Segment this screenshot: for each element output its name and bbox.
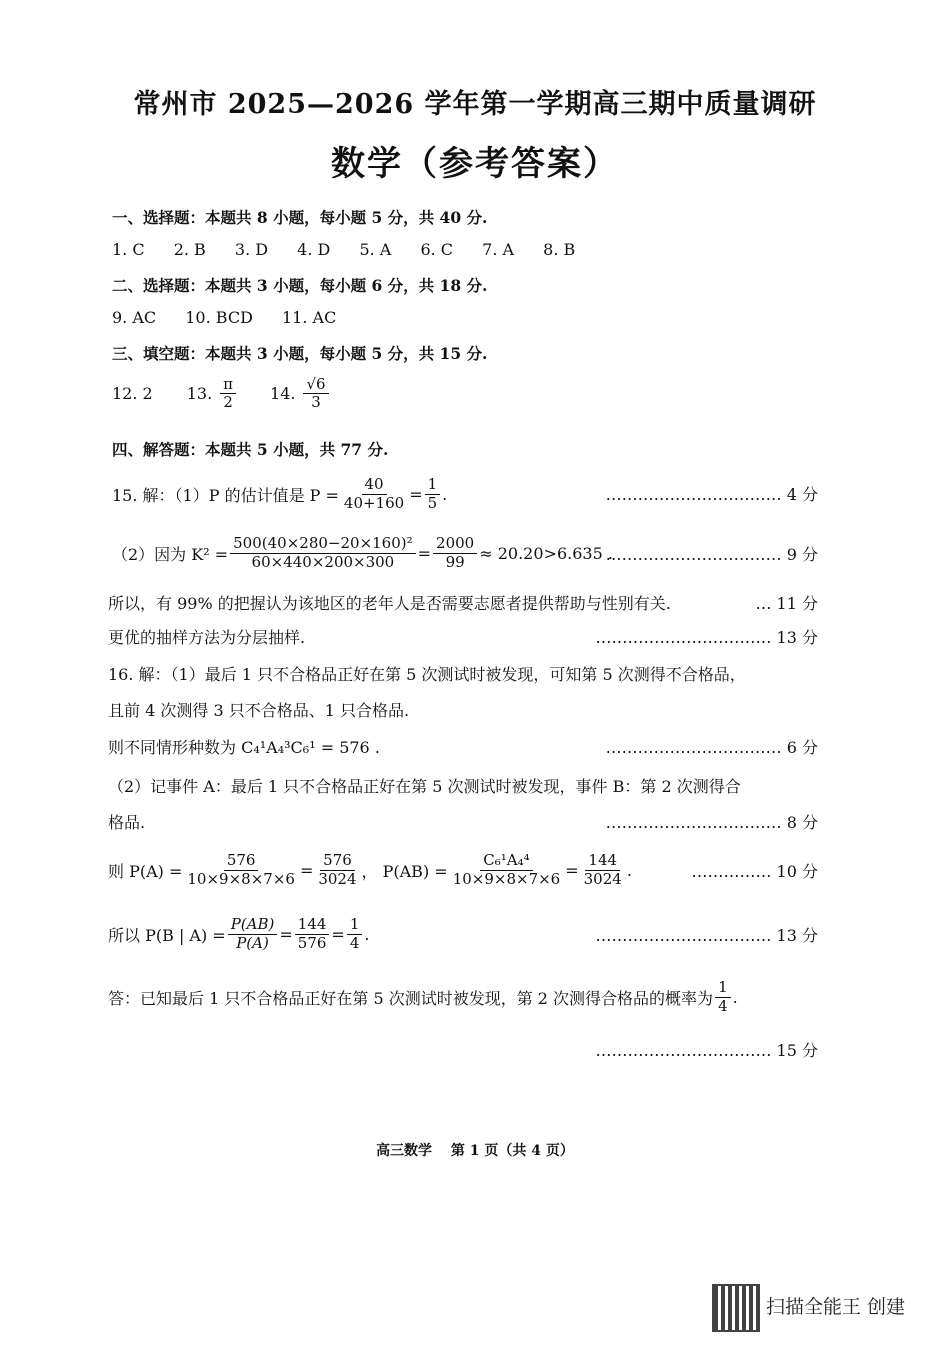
answer-12: 12. 2 xyxy=(112,384,153,404)
q16-answer-text: 答：已知最后 1 只不合格品正好在第 5 次测试时被发现，第 2 次测得合格品的概率为 xyxy=(108,988,714,1008)
answer-1: 1. C xyxy=(112,240,145,259)
fraction-numerator: P(AB) xyxy=(228,916,278,934)
answer-14-label: 14. xyxy=(270,384,296,404)
fraction-numerator: 576 xyxy=(224,852,259,870)
q15-p1-end: . xyxy=(442,484,448,504)
q16-line4: （2）记事件 A：最后 1 只不合格品正好在第 5 次测试时被发现，事件 B：第 2 次测得合 xyxy=(108,777,741,796)
q16-cond-frac3 xyxy=(347,916,363,952)
fraction-denominator: 10×9×8×7×6 xyxy=(187,869,295,888)
answer-2: 2. B xyxy=(173,240,206,259)
q15-sampling-score: …………………………… 13 分 xyxy=(595,628,818,647)
scanner-watermark: 扫描全能王 创建 xyxy=(766,1296,906,1318)
q16-answer-frac xyxy=(715,979,731,1015)
fraction-numerator: C₆¹A₄⁴ xyxy=(480,852,532,870)
q16-line2: 且前 4 次测得 3 只不合格品、1 只合格品. xyxy=(108,701,410,720)
page-footer: 高三数学 第 1 页（共 4 页） xyxy=(376,1143,574,1159)
q15-p2-score: …………………………… 9 分 xyxy=(605,545,818,564)
q16-pab-frac1 xyxy=(450,852,564,888)
answer-13-label: 13. xyxy=(186,384,213,404)
fraction-denominator: P(A) xyxy=(236,933,269,952)
q15-conclusion-text: 所以，有 99% 的把握认为该地区的老年人是否需要志愿者提供帮助与性别有关. xyxy=(108,594,671,613)
q16-conditional xyxy=(108,910,818,958)
fraction-numerator: √6 xyxy=(303,376,328,394)
q15-part1 xyxy=(112,472,818,516)
answer-4: 4. D xyxy=(297,240,331,259)
q16-count-text: 则不同情形种数为 C₄¹A₄³C₆¹ = 576 . xyxy=(108,738,380,757)
fraction-denominator: 40+160 xyxy=(343,493,405,512)
answer-5: 5. A xyxy=(359,240,392,259)
q16-pab-text: ， P(AB) = xyxy=(361,861,448,881)
q16-cond-frac1 xyxy=(228,916,278,952)
q15-p1-frac2 xyxy=(425,476,441,512)
q16-cond-eq2: = xyxy=(331,924,345,944)
q16-pab-frac2 xyxy=(581,852,625,888)
fraction-denominator: 3024 xyxy=(583,869,622,888)
q16-cond-frac2 xyxy=(295,916,330,952)
q16-pab-end: . xyxy=(626,860,632,880)
q15-p1-frac1 xyxy=(341,476,407,512)
answer-8: 8. B xyxy=(543,240,576,259)
fraction-numerator: 1 xyxy=(715,979,731,997)
answer-14-fraction xyxy=(303,376,328,412)
document-title: 常州市 2025—2026 学年第一学期高三期中质量调研 xyxy=(133,89,817,120)
q16-probabilities xyxy=(108,846,818,894)
answer-10: 10. BCD xyxy=(185,308,253,327)
fraction-numerator: 500(40×280−20×160)² xyxy=(230,535,416,553)
q15-sampling-text: 更优的抽样方法为分层抽样. xyxy=(108,628,306,647)
section-2-heading: 二、选择题：本题共 3 小题，每小题 6 分，共 18 分. xyxy=(112,276,488,295)
fraction-denominator: 99 xyxy=(445,552,465,571)
fraction-denominator: 5 xyxy=(427,493,438,512)
fraction-denominator: 576 xyxy=(297,933,327,952)
q15-part2 xyxy=(112,530,818,576)
q15-p2-frac2 xyxy=(433,535,477,571)
q15-p2-end: ≈ 20.20>6.635 . xyxy=(479,543,613,563)
fraction-denominator: 60×440×200×300 xyxy=(251,552,395,571)
fraction-numerator: 144 xyxy=(585,852,620,870)
section-4-heading: 四、解答题：本题共 5 小题，共 77 分. xyxy=(112,440,389,459)
section-1-answers xyxy=(112,240,599,259)
q15-sampling xyxy=(108,625,818,648)
q16-line5-text: 格品. xyxy=(108,813,146,832)
fraction-numerator: 576 xyxy=(320,852,355,870)
q16-cond-eq1: = xyxy=(279,924,293,944)
q15-conclusion xyxy=(108,591,818,614)
q16-final-score: …………………………… 15 分 xyxy=(595,1041,818,1060)
q15-p2-eq: = xyxy=(417,543,432,563)
answer-6: 6. C xyxy=(420,240,454,259)
q16-cond-text: 所以 P(B | A) = xyxy=(108,925,226,945)
q15-p1-eq: = xyxy=(409,484,423,504)
q15-p1-text: 15. 解：（1）P 的估计值是 P = xyxy=(112,485,339,505)
fraction-denominator: 3 xyxy=(311,393,321,412)
q16-line5 xyxy=(108,810,818,833)
q16-line1: 16. 解：（1）最后 1 只不合格品正好在第 5 次测试时被发现，可知第 5 次测得不合格品， xyxy=(108,665,746,684)
q16-pa-frac1 xyxy=(184,852,298,888)
section-2-answers xyxy=(112,308,360,327)
fraction-numerator: 1 xyxy=(425,476,441,494)
answer-7: 7. A xyxy=(482,240,515,259)
fraction-denominator: 4 xyxy=(718,996,728,1015)
qr-code-icon xyxy=(712,1284,760,1332)
q16-pa-eq: = xyxy=(299,860,314,880)
q16-cond-end: . xyxy=(364,924,370,944)
q16-line5-score: …………………………… 8 分 xyxy=(605,813,818,832)
q16-cond-score: …………………………… 13 分 xyxy=(595,926,818,945)
q16-count xyxy=(108,735,818,758)
answer-9: 9. AC xyxy=(112,308,157,327)
q15-p2-text: （2）因为 K² = xyxy=(112,544,229,564)
fraction-denominator: 4 xyxy=(349,933,360,952)
section-1-heading: 一、选择题：本题共 8 小题，每小题 5 分，共 40 分. xyxy=(112,208,488,227)
q16-pa-frac2 xyxy=(315,852,359,888)
section-3-answers xyxy=(112,376,331,412)
q15-conclusion-score: … 11 分 xyxy=(755,594,818,613)
section-3-heading: 三、填空题：本题共 3 小题，每小题 5 分，共 15 分. xyxy=(112,344,488,363)
fraction-denominator: 2 xyxy=(223,393,233,412)
q16-pa-text: 则 P(A) = xyxy=(108,861,183,881)
fraction-numerator: 1 xyxy=(347,916,363,934)
q16-prob-score: …………… 10 分 xyxy=(691,862,818,881)
q16-answer xyxy=(108,972,738,1022)
q16-answer-end: . xyxy=(732,987,738,1007)
answer-13-fraction xyxy=(220,376,236,412)
q16-count-score: …………………………… 6 分 xyxy=(605,738,818,757)
q15-p1-score: …………………………… 4 分 xyxy=(605,485,818,504)
document-subtitle: 数学（参考答案） xyxy=(331,144,619,184)
fraction-denominator: 3024 xyxy=(318,869,357,888)
fraction-numerator: π xyxy=(220,376,236,394)
answer-3: 3. D xyxy=(234,240,269,259)
q16-pab-eq: = xyxy=(565,860,579,880)
fraction-denominator: 10×9×8×7×6 xyxy=(452,869,561,888)
fraction-numerator: 2000 xyxy=(433,535,477,553)
fraction-numerator: 40 xyxy=(362,476,387,494)
fraction-numerator: 144 xyxy=(295,916,330,934)
q15-p2-frac1 xyxy=(230,535,416,571)
answer-11: 11. AC xyxy=(282,308,337,327)
